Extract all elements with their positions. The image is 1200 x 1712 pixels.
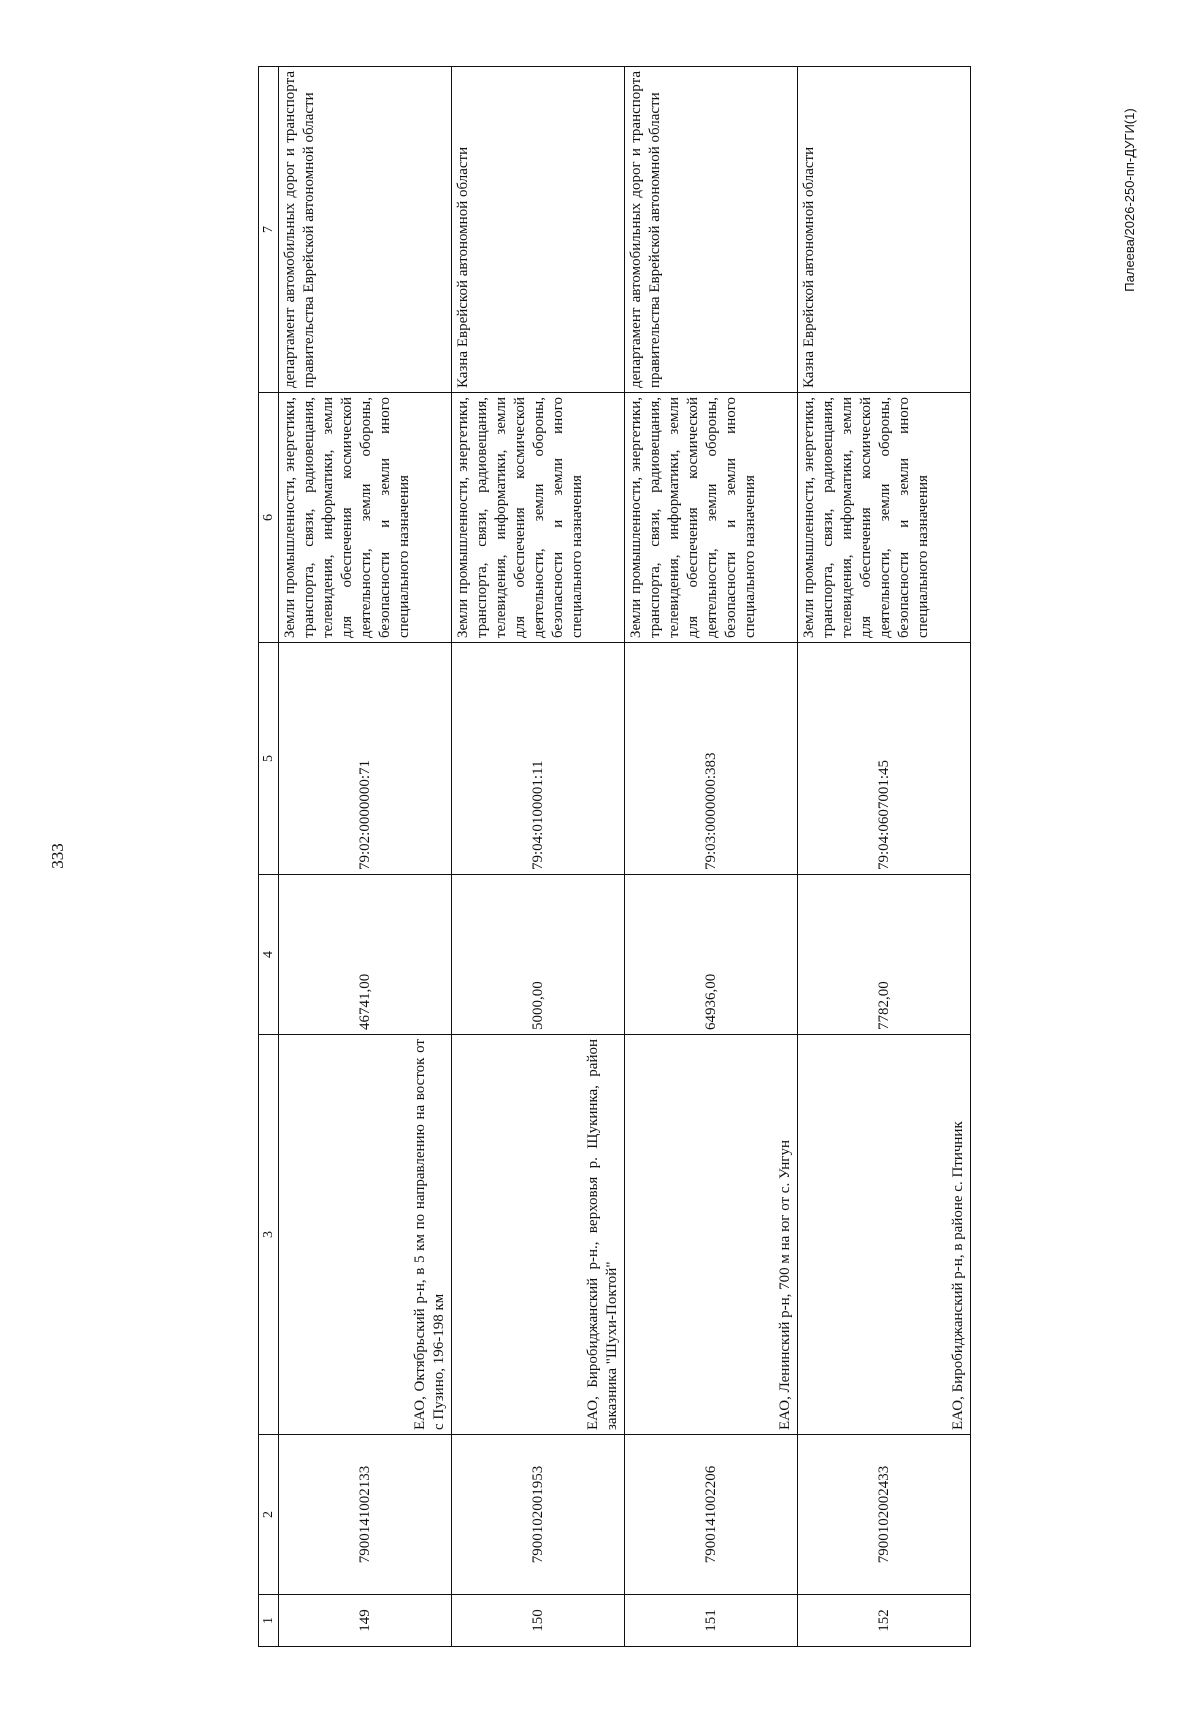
column-number: 3 [259, 1035, 279, 1435]
area: 5000,00 [452, 875, 625, 1035]
land-category: Земли промышленности, энергетики, транспорта, связи, радиовещания, телевидения, информатики, земли для обеспечения космической деятельности, земли обороны, безопасности и земли иного специального назначения [798, 393, 971, 643]
owner: департамент автомобильных дорог и транспорта правительства Еврейской автономной области [279, 67, 452, 393]
cadastral-number: 79:02:0000000:71 [279, 643, 452, 875]
land-category: Земли промышленности, энергетики, транспорта, связи, радиовещания, телевидения, информатики, земли для обеспечения космической деятельности, земли обороны, безопасности и земли иного специального назначения [452, 393, 625, 643]
land-category: Земли промышленности, энергетики, транспорта, связи, радиовещания, телевидения, информатики, земли для обеспечения космической деятельности, земли обороны, безопасности и земли иного специального назначения [279, 393, 452, 643]
cadastral-number: 79:04:0100001:11 [452, 643, 625, 875]
cadastral-number: 79:04:0607001:45 [798, 643, 971, 875]
table-row [798, 67, 971, 1647]
column-number-row [259, 67, 279, 1647]
registry-code: 7900102001953 [452, 1435, 625, 1595]
registry-code: 7900141002206 [625, 1435, 798, 1595]
column-number: 5 [259, 643, 279, 875]
address: ЕАО, Ленинский р-н, 700 м на юг от с. Унгун [625, 1035, 798, 1435]
table-row [279, 67, 452, 1647]
address: ЕАО, Октябрьский р-н, в 5 км по направлению на восток от с Пузино, 196-198 км [279, 1035, 452, 1435]
table-row [452, 67, 625, 1647]
row-number: 152 [798, 1595, 971, 1647]
area: 46741,00 [279, 875, 452, 1035]
column-number: 4 [259, 875, 279, 1035]
page-number: 333 [48, 843, 67, 869]
area: 7782,00 [798, 875, 971, 1035]
document-tag: Палеева/2026-250-пп-ДУГИ(1) [1122, 108, 1137, 292]
property-table [258, 66, 971, 1647]
owner: департамент автомобильных дорог и транспорта правительства Еврейской автономной области [625, 67, 798, 393]
address: ЕАО, Биробиджанский р-н., верховья р. Щукинка, район заказника "Шухи-Поктой" [452, 1035, 625, 1435]
column-number: 6 [259, 393, 279, 643]
cadastral-number: 79:03:0000000:383 [625, 643, 798, 875]
column-number: 7 [259, 67, 279, 393]
column-number: 1 [259, 1595, 279, 1647]
column-number: 2 [259, 1435, 279, 1595]
address: ЕАО, Биробиджанский р-н, в районе с. Птичник [798, 1035, 971, 1435]
row-number: 151 [625, 1595, 798, 1647]
registry-code: 7900102002433 [798, 1435, 971, 1595]
owner: Казна Еврейской автономной области [452, 67, 625, 393]
land-category: Земли промышленности, энергетики, транспорта, связи, радиовещания, телевидения, информатики, земли для обеспечения космической деятельности, земли обороны, безопасности и земли иного специального назначения [625, 393, 798, 643]
row-number: 149 [279, 1595, 452, 1647]
table-row [625, 67, 798, 1647]
registry-code: 7900141002133 [279, 1435, 452, 1595]
owner: Казна Еврейской автономной области [798, 67, 971, 393]
area: 64936,00 [625, 875, 798, 1035]
row-number: 150 [452, 1595, 625, 1647]
property-table-container [258, 67, 966, 1647]
